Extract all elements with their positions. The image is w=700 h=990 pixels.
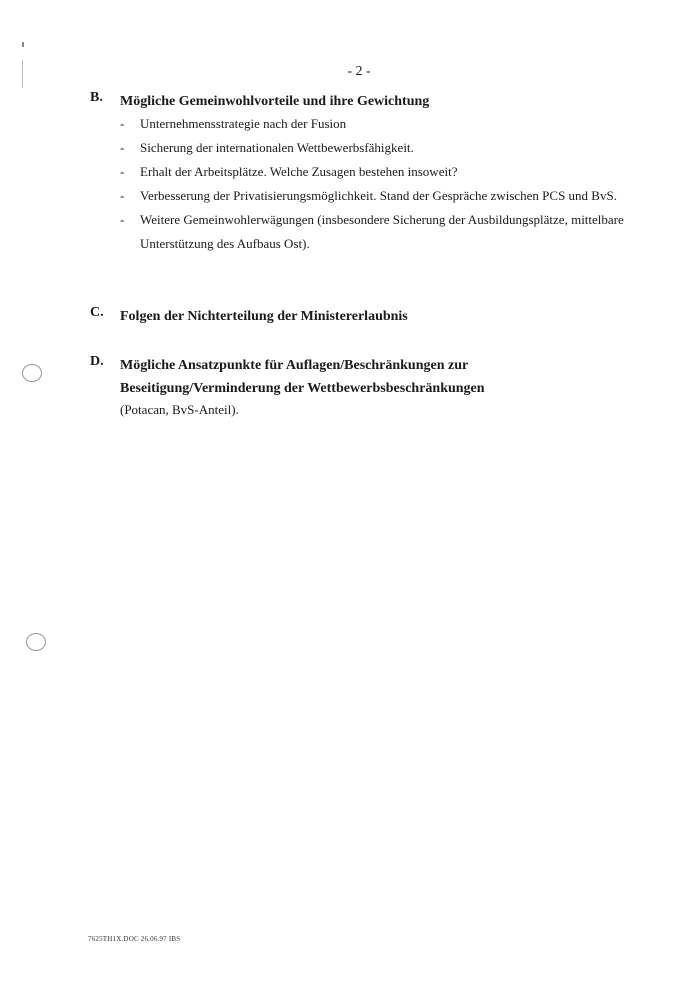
section-title: Folgen der Nichterteilung der Ministererlaubnis	[120, 309, 408, 324]
section-d	[90, 354, 650, 434]
page-number: - 2 -	[347, 64, 371, 79]
bullet-dash: -	[120, 188, 125, 203]
punch-hole-lower	[26, 633, 46, 651]
document-footer: 7625TH1X.DOC 26.06.97 IBS	[88, 935, 181, 943]
bullet-dash: -	[120, 212, 125, 227]
list-item	[120, 184, 640, 208]
section-title: Mögliche Ansatzpunkte für Auflagen/Beschränkungen zur Beseitigung/Verminderung der Wettbewerbsbeschränkungen	[120, 358, 485, 396]
section-title: Mögliche Gemeinwohlvorteile und ihre Gewichtung	[120, 94, 430, 109]
list-item-text: Erhalt der Arbeitsplätze. Welche Zusagen bestehen insoweit?	[140, 164, 458, 179]
section-b	[90, 90, 650, 280]
bullet-list	[120, 112, 640, 256]
bullet-dash: -	[120, 140, 125, 155]
bullet-dash: -	[120, 164, 125, 179]
list-item	[120, 208, 640, 256]
list-item	[120, 160, 640, 184]
list-item	[120, 112, 640, 136]
section-letter: D.	[90, 354, 104, 369]
list-item-text: Weitere Gemeinwohlerwägungen (insbesondere Sicherung der Ausbildungsplätze, mittelbare Unterstützung des Aufbaus Ost).	[140, 212, 624, 251]
section-letter: B.	[90, 90, 103, 105]
list-item	[120, 136, 640, 160]
list-item-text: Sicherung der internationalen Wettbewerbsfähigkeit.	[140, 140, 414, 155]
punch-hole-upper	[22, 364, 42, 382]
list-item-text: Verbesserung der Privatisierungsmöglichkeit. Stand der Gespräche zwischen PCS und BvS.	[140, 188, 617, 203]
bullet-dash: -	[120, 116, 125, 131]
section-body: (Potacan, BvS-Anteil).	[120, 402, 239, 417]
section-c	[90, 305, 650, 329]
section-letter: C.	[90, 305, 104, 320]
list-item-text: Unternehmensstrategie nach der Fusion	[140, 116, 347, 131]
scan-mark-top	[22, 42, 24, 47]
